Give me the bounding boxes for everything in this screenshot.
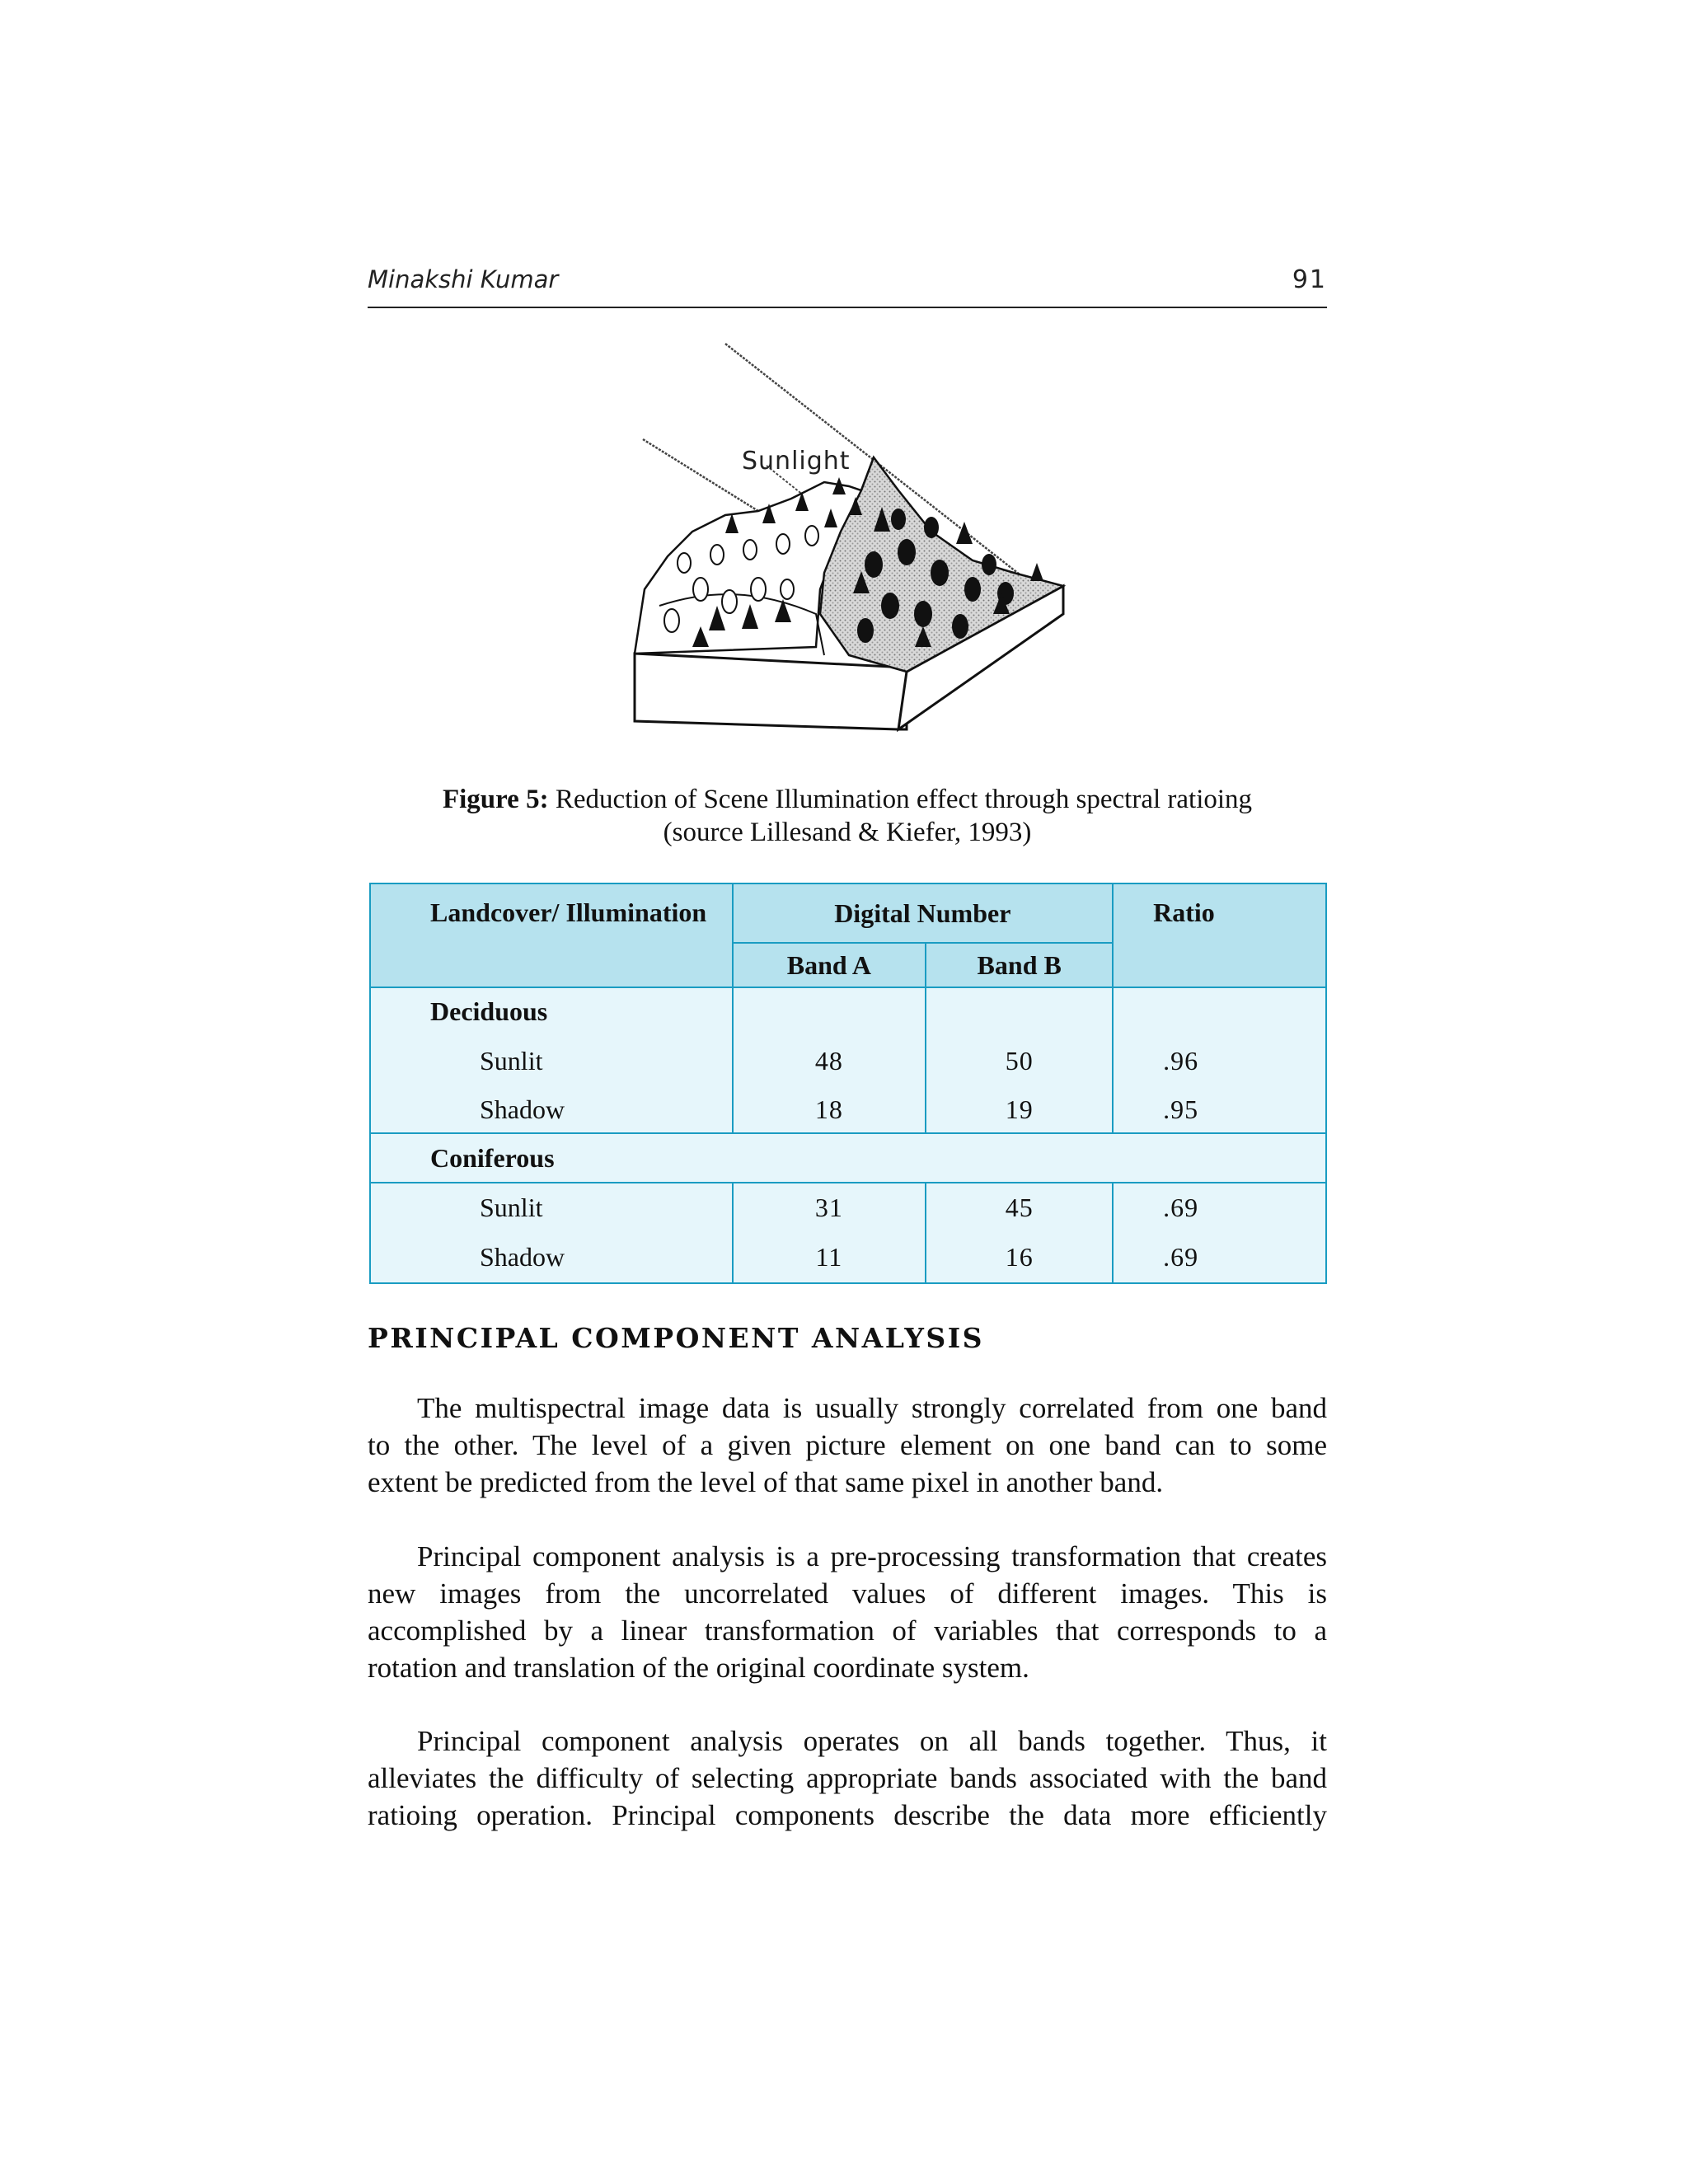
row-label: Sunlit bbox=[370, 1034, 733, 1087]
figure-caption-source: (source Lillesand & Kiefer, 1993) bbox=[663, 818, 1032, 847]
paragraph-line: rotation and translation of the original coordinate system. bbox=[368, 1652, 1029, 1684]
paragraph-3 bbox=[368, 1722, 1327, 1834]
header-rule bbox=[368, 307, 1327, 308]
table-row bbox=[370, 1034, 1326, 1087]
cell-band-b: 19 bbox=[926, 1087, 1113, 1133]
figure-caption-text: Reduction of Scene Illumination effect through spectral ratioing bbox=[555, 785, 1253, 814]
cell-band-a: 48 bbox=[733, 1034, 926, 1087]
table-group-row bbox=[370, 987, 1326, 1034]
cell-band-b: 16 bbox=[926, 1232, 1113, 1283]
figure-caption-label: Figure 5: bbox=[442, 785, 549, 814]
paragraph-line: extent be predicted from the level of that same pixel in another band. bbox=[368, 1466, 1164, 1498]
cell-ratio: .69 bbox=[1113, 1183, 1326, 1232]
paragraph-line: Principal component analysis operates on all bands together. Thus, it bbox=[417, 1725, 1327, 1757]
row-label: Shadow bbox=[370, 1087, 733, 1133]
header-band-a: Band A bbox=[733, 943, 926, 987]
paragraph-line: The multispectral image data is usually strongly correlated from one band bbox=[417, 1392, 1327, 1424]
row-label: Sunlit bbox=[370, 1183, 733, 1232]
terrain-illustration bbox=[626, 342, 1088, 754]
cell-ratio: .95 bbox=[1113, 1087, 1326, 1133]
sunlight-label: Sunlight bbox=[742, 447, 851, 476]
paragraph-2 bbox=[368, 1538, 1327, 1686]
header-digital-number: Digital Number bbox=[733, 883, 1114, 943]
paragraph-line: Principal component analysis is a pre-processing transformation that creates bbox=[417, 1540, 1327, 1572]
table-group-row bbox=[370, 1133, 1326, 1183]
paragraph-line: ratioing operation. Principal components describe the data more efficiently bbox=[368, 1799, 1327, 1831]
paragraph-line: accomplished by a linear transformation of variables that corresponds to a bbox=[368, 1615, 1327, 1647]
running-header-author: Minakshi Kumar bbox=[368, 265, 559, 293]
group-deciduous: Deciduous bbox=[370, 987, 733, 1034]
ratio-table bbox=[369, 883, 1327, 1284]
header-band-b: Band B bbox=[926, 943, 1113, 987]
cell-band-a: 11 bbox=[733, 1232, 926, 1283]
section-heading: PRINCIPAL COMPONENT ANALYSIS bbox=[368, 1322, 984, 1354]
paragraph-line: alleviates the difficulty of selecting appropriate bands associated with the band bbox=[368, 1762, 1327, 1794]
cell-ratio: .69 bbox=[1113, 1232, 1326, 1283]
table-row bbox=[370, 1232, 1326, 1283]
figure-caption bbox=[368, 783, 1327, 849]
cell-band-b: 45 bbox=[926, 1183, 1113, 1232]
table-row bbox=[370, 1087, 1326, 1133]
cell-band-b: 50 bbox=[926, 1034, 1113, 1087]
page-number: 91 bbox=[1292, 265, 1327, 294]
table-row bbox=[370, 1183, 1326, 1232]
paragraph-line: to the other. The level of a given picture element on one band can to some bbox=[368, 1429, 1327, 1461]
paragraph-1 bbox=[368, 1390, 1327, 1501]
cell-band-a: 31 bbox=[733, 1183, 926, 1232]
group-coniferous: Coniferous bbox=[370, 1133, 1326, 1183]
row-label: Shadow bbox=[370, 1232, 733, 1283]
cell-band-a: 18 bbox=[733, 1087, 926, 1133]
header-ratio: Ratio bbox=[1113, 883, 1326, 987]
paragraph-line: new images from the uncorrelated values of different images. This is bbox=[368, 1577, 1327, 1610]
header-landcover: Landcover/ Illumination bbox=[370, 883, 733, 987]
cell-ratio: .96 bbox=[1113, 1034, 1326, 1087]
